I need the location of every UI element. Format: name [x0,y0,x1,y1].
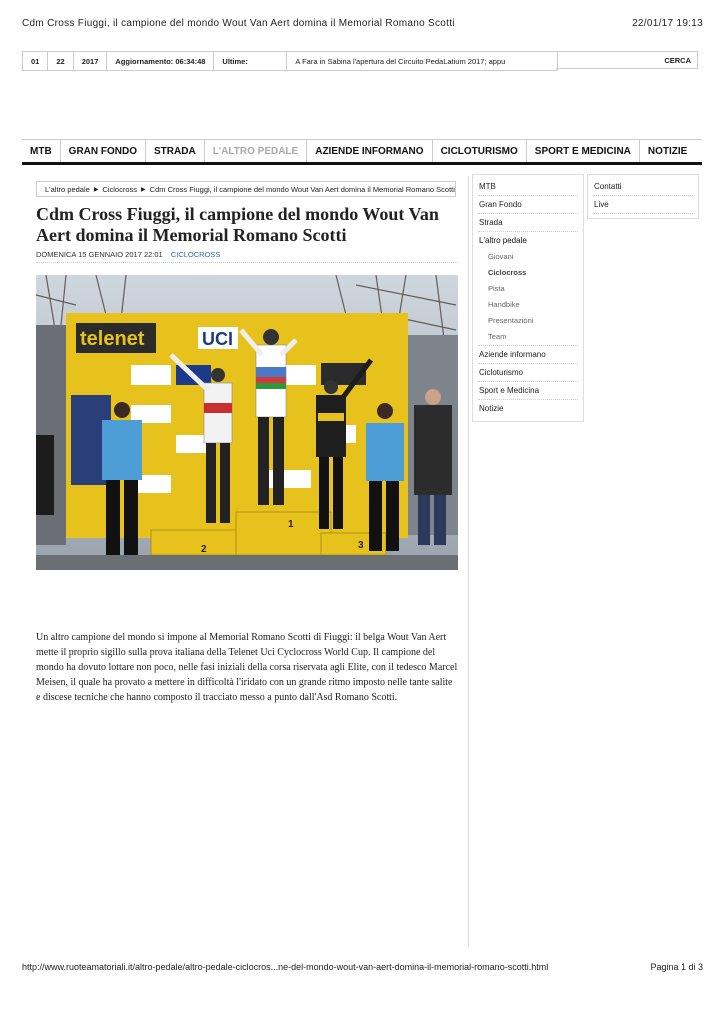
podium-2-label: 2 [201,544,207,555]
banner-brand-text: telenet [80,328,145,350]
breadcrumb-ciclocross[interactable]: Ciclocross [102,184,138,194]
pdf-header-datetime: 22/01/17 19:13 [632,18,703,29]
submenu-ciclocross[interactable]: Ciclocross [488,268,527,277]
article-date: DOMENICA 15 GENNAIO 2017 22:01 [36,250,163,259]
article-title: Cdm Cross Fiuggi, il campione del mondo Wout Van Aert domina il Memorial Romano Scotti [36,204,439,245]
pdf-header-title: Cdm Cross Fiuggi, il campione del mondo Wout Van Aert domina il Memorial Romano Scotti [22,18,455,29]
update-time: 06:34:48 [175,56,206,66]
podium-1-label: 1 [288,519,294,530]
submenu-pista[interactable]: Pista [488,284,505,293]
nav-sport-medicina[interactable]: SPORT E MEDICINA [527,140,640,162]
submenu-team[interactable]: Team [478,329,578,346]
breadcrumb-arrow-icon: ▶ [141,186,146,193]
menu-aziende-informano[interactable]: Aziende informano [478,346,578,364]
link-live[interactable]: Live [593,196,693,214]
date-num: 22 [48,52,73,70]
submenu-giovani[interactable]: Giovani [488,252,514,261]
nav-aziende-informano[interactable]: AZIENDE INFORMANO [307,140,432,162]
latest-label: Ultime: [214,52,287,70]
main-nav [22,139,702,165]
article-meta [36,250,458,263]
menu-cicloturismo[interactable]: Cicloturismo [478,364,578,382]
section-menu [472,174,584,422]
menu-altro-pedale[interactable]: L'altro pedale [479,236,527,245]
nav-notizie[interactable]: NOTIZIE [647,145,688,157]
breadcrumb-current: Cdm Cross Fiuggi, il campione del mondo Wout Van Aert domina il Memorial Romano Scotti [149,184,455,194]
search-button[interactable]: CERCA [556,51,698,69]
menu-strada[interactable]: Strada [478,214,578,232]
nav-cicloturismo[interactable]: CICLOTURISMO [433,140,527,162]
pdf-footer-page: Pagina 1 di 3 [650,962,703,972]
column-divider [468,176,469,946]
pdf-footer-url: http://www.ruoteamatoriali.it/altro-pedale/altro-pedale-ciclocros...ne-del-mondo-wout-van-aert-domina-il-memorial-romano-scotti.html [22,962,549,972]
banner-uci-text: UCI [202,329,233,349]
submenu-presentazioni[interactable]: Presentazioni [488,316,534,325]
date-year: 2017 [74,52,108,70]
menu-gran-fondo[interactable]: Gran Fondo [478,196,578,214]
nav-mtb[interactable]: MTB [22,140,61,162]
article-photo [36,275,458,570]
link-contatti[interactable]: Contatti [593,178,693,196]
nav-strada[interactable]: STRADA [146,140,205,162]
menu-sport-medicina[interactable]: Sport e Medicina [478,382,578,400]
menu-notizie[interactable]: Notizie [479,404,504,413]
submenu-handbike[interactable]: Handbike [488,300,520,309]
update-info [107,52,214,70]
update-label: Aggiornamento: [115,56,174,66]
menu-mtb[interactable]: MTB [478,178,578,196]
breadcrumb [36,181,456,197]
top-info-bar [22,51,558,71]
news-ticker[interactable]: A Fara in Sabina l'apertura del Circuito PedaLatium 2017; appu [295,56,506,66]
breadcrumb-arrow-icon: ▶ [93,186,99,193]
date-day: 01 [23,52,48,70]
utility-links [587,174,699,219]
article-body: Un altro campione del mondo si impone al Memorial Romano Scotti di Fiuggi: il belga Wout Van Aert mette il proprio sigillo sulla prova italiana della Telenet Uci Cyclocross World Cup. Il campione del mondo ha dovuto lottare non poco, nelle fasi iniziali della corsa riservata agli Elite, con il tedesco Marcel Meisen, il quale ha provato a mettere in difficoltà l'iridato con un grande ritmo imposto nelle tante salite e discese tecniche che hanno composto il tracciato messo a punto dall'Asd Romano Scotti. [36,632,458,703]
nav-gran-fondo[interactable]: GRAN FONDO [61,140,146,162]
podium-3-label: 3 [358,540,364,551]
nav-altro-pedale[interactable]: L'ALTRO PEDALE [205,140,308,162]
article-category-link[interactable]: CICLOCROSS [170,250,221,259]
breadcrumb-altro-pedale[interactable]: L'altro pedale [45,184,90,194]
